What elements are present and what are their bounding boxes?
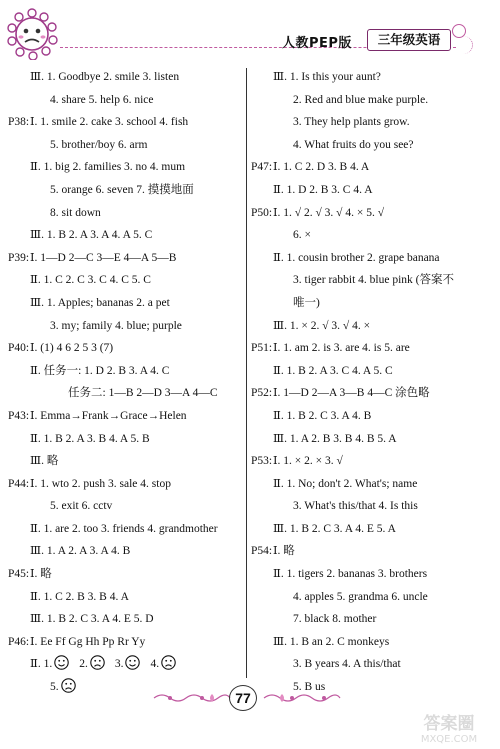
answer-text [293, 134, 414, 157]
answer-text-content: 4. share 5. help 6. nice [50, 93, 154, 106]
answer-text-content: Ⅲ. 1. B 2. C 3. A 4. E 5. A [273, 522, 396, 535]
answer-line [8, 247, 243, 270]
answer-line [8, 450, 243, 473]
answer-text-content: Ⅰ. 1—D 2—C 3—E 4—A 5—B [30, 251, 177, 264]
answer-text [30, 360, 169, 383]
answer-text-content: 任务二: 1—B 2—D 3—A 4—C [68, 387, 218, 400]
answer-line [8, 111, 243, 134]
answer-line [251, 156, 496, 179]
answer-text-content: Ⅱ. 1. B 2. A 3. B 4. A 5. B [30, 432, 150, 445]
answer-line [8, 337, 243, 360]
answer-text-content: Ⅲ. 1. B an 2. C monkeys [273, 635, 390, 648]
answer-text-content: 6. × [293, 229, 311, 242]
answer-text-content: Ⅲ. 1. A 2. A 3. A 4. B [30, 545, 131, 558]
answer-text [273, 179, 373, 202]
face-item-label: 4. [150, 658, 160, 671]
answer-text-content: 3. tiger rabbit 4. blue pink (答案不 [293, 274, 454, 287]
answer-text-content: Ⅰ. 1. √ 2. √ 3. √ 4. × 5. √ [273, 206, 385, 219]
page-reference: P40: [8, 342, 30, 355]
answer-text-content: Ⅱ. 1. No; don't 2. What's; name [273, 477, 418, 490]
answer-text [30, 631, 145, 654]
answer-line [251, 586, 496, 609]
answer-text [273, 540, 295, 563]
answer-line [8, 360, 243, 383]
answer-line [251, 405, 496, 428]
answer-line [8, 292, 243, 315]
sad-face-icon [161, 655, 176, 670]
answer-text-content: Ⅱ. 1. cousin brother 2. grape banana [273, 251, 440, 264]
answer-line [251, 428, 496, 451]
page-reference: P50: [251, 206, 273, 219]
answer-text-content: Ⅲ. 1. Apples; bananas 2. a pet [30, 296, 170, 309]
answer-text-content: 5. [50, 681, 59, 694]
answer-text [30, 337, 113, 360]
answer-text [30, 292, 170, 315]
answer-text [293, 89, 428, 112]
face-item-label: 3. [114, 658, 124, 671]
answer-text-content: Ⅰ. 1. × 2. × 3. √ [273, 455, 343, 468]
answer-text [50, 202, 101, 225]
smiley-face-icon [54, 655, 69, 670]
answer-text [273, 518, 396, 541]
answer-text [30, 428, 150, 451]
answer-line [8, 134, 243, 157]
watermark-logo [405, 711, 493, 745]
answer-line [251, 89, 496, 112]
answer-text [273, 337, 410, 360]
answer-line [251, 495, 496, 518]
answer-text [273, 360, 393, 383]
answer-text-content: 3. my; family 4. blue; purple [50, 319, 182, 332]
answer-text-content: 3. They help plants grow. [293, 116, 410, 129]
answer-text [273, 631, 389, 654]
page-reference: P54: [251, 545, 273, 558]
answer-text [293, 269, 454, 292]
answer-text [50, 89, 153, 112]
answer-line [8, 540, 243, 563]
answer-line [8, 269, 243, 292]
answer-line [251, 518, 496, 541]
answer-text-content: Ⅰ. 1—D 2—A 3—B 4—C 涂色略 [273, 387, 430, 400]
sun-mascot-icon [6, 8, 58, 60]
page-reference: P38: [8, 116, 30, 129]
answer-line [8, 428, 243, 451]
answer-line [8, 586, 243, 609]
smiley-face-icon [125, 655, 140, 670]
watermark-title: 答案圈 [423, 714, 475, 734]
answer-text [30, 156, 185, 179]
answer-text-content: Ⅰ. 1. am 2. is 3. are 4. is 5. are [273, 342, 410, 355]
sad-face-icon [90, 655, 105, 670]
answer-line [251, 111, 496, 134]
answer-text-content: Ⅰ. (1) 4 6 2 5 3 (7) [30, 342, 114, 355]
answer-line [251, 608, 496, 631]
answer-text-content: 5. brother/boy 6. arm [50, 138, 148, 151]
answer-line [251, 292, 496, 315]
answer-text [273, 315, 370, 338]
answer-text-content: 5. exit 6. cctv [50, 500, 113, 513]
answer-line [8, 405, 243, 428]
face-item-label: Ⅱ. 1. [30, 658, 53, 671]
answer-line [8, 89, 243, 112]
answer-text [273, 473, 417, 496]
face-item-label: 2. [79, 658, 88, 671]
answer-text-content: Ⅰ. 略 [273, 545, 295, 558]
answer-text-content: Ⅰ. Ee Ff Gg Hh Pp Rr Yy [30, 635, 146, 648]
answer-text-content: Ⅱ. 1. are 2. too 3. friends 4. grandmother [30, 522, 218, 535]
answer-text-content: 3. B years 4. A this/that [293, 658, 401, 671]
answer-text [293, 224, 311, 247]
page-reference: P46: [8, 635, 30, 648]
answer-line [8, 202, 243, 225]
answer-text-content: 8. sit down [50, 206, 101, 219]
page-reference: P45: [8, 568, 30, 581]
answer-text [293, 111, 410, 134]
answer-text-content: Ⅰ. 1. wto 2. push 3. sale 4. stop [30, 477, 171, 490]
page-reference: P44: [8, 477, 30, 490]
answer-line [8, 315, 243, 338]
answer-text-content: Ⅲ. 1. Goodbye 2. smile 3. listen [30, 71, 180, 83]
answer-line [8, 179, 243, 202]
answer-line [251, 269, 496, 292]
answer-text [293, 495, 418, 518]
answer-line [251, 450, 496, 473]
answer-text [273, 66, 381, 89]
answer-text-content: Ⅱ. 任务一: 1. D 2. B 3. A 4. C [30, 364, 170, 377]
answer-text-content: Ⅲ. 1. × 2. √ 3. √ 4. × [273, 319, 371, 332]
answer-text-content: 7. black 8. mother [293, 613, 377, 626]
answer-line [251, 473, 496, 496]
answer-text [293, 586, 428, 609]
page-header [0, 0, 500, 62]
answer-line [251, 382, 496, 405]
answer-line [8, 518, 243, 541]
answer-text [30, 405, 187, 428]
answer-line [251, 563, 496, 586]
answer-text [50, 134, 147, 157]
answer-text-content: Ⅱ. 1. B 2. A 3. C 4. A 5. C [273, 364, 393, 377]
answer-line [251, 315, 496, 338]
grade-subject-badge: 三年级英语 [367, 29, 451, 51]
answer-text [273, 202, 384, 225]
answer-column-right [251, 66, 496, 699]
answer-text-content: Ⅱ. 1. B 2. C 3. A 4. B [273, 409, 372, 422]
answer-text [293, 653, 401, 676]
answer-line [8, 473, 243, 496]
answer-text [273, 563, 427, 586]
answer-line [251, 631, 496, 654]
answer-line [251, 202, 496, 225]
answer-text-content: Ⅱ. 1. D 2. B 3. C 4. A [273, 183, 373, 196]
column-divider [246, 68, 247, 678]
answer-line [251, 247, 496, 270]
answer-text-content: Ⅰ. 略 [30, 568, 52, 581]
answer-text-content: Ⅲ. 略 [30, 455, 59, 468]
header-decoration-arc-icon [454, 36, 473, 54]
answer-text [30, 269, 151, 292]
answer-text [30, 473, 171, 496]
answer-text [30, 224, 152, 247]
answer-line [8, 156, 243, 179]
answer-text-content: Ⅲ. 1. B 2. C 3. A 4. E 5. D [30, 613, 154, 626]
answer-line [251, 540, 496, 563]
answer-text [273, 382, 430, 405]
answer-text-content: Ⅱ. 1. big 2. families 3. no 4. mum [30, 161, 186, 174]
page-reference: P47: [251, 161, 273, 174]
watermark-url: MXQE.COM [420, 734, 478, 745]
edition-label: 人教PEP版 [282, 36, 352, 51]
answer-text [273, 156, 369, 179]
answer-text [30, 66, 179, 89]
answer-text [293, 608, 376, 631]
answer-text-content: Ⅲ. 1. A 2. B 3. B 4. B 5. A [273, 432, 397, 445]
answer-line [8, 382, 243, 405]
page-reference: P51: [251, 342, 273, 355]
answer-text-content: Ⅰ. Emma→Frank→Grace→Helen [30, 409, 187, 422]
answer-text [293, 292, 320, 315]
answer-text [50, 315, 182, 338]
footer-floral-right-icon [262, 690, 342, 706]
answer-text-content: 4. apples 5. grandma 6. uncle [293, 590, 428, 603]
page-reference: P43: [8, 409, 30, 422]
answer-line [8, 66, 243, 89]
answer-text [30, 450, 58, 473]
page-reference: P53: [251, 455, 273, 468]
answer-line [8, 563, 243, 586]
answer-text [30, 518, 218, 541]
answer-text [30, 608, 154, 631]
answer-text [68, 382, 218, 405]
answer-text [30, 540, 130, 563]
answer-line [251, 66, 496, 89]
answer-text-content: Ⅱ. 1. C 2. B 3. B 4. A [30, 590, 129, 603]
answer-text [273, 428, 397, 451]
page-reference: P39: [8, 251, 30, 264]
answer-line [8, 608, 243, 631]
answer-text [30, 653, 176, 676]
answer-line [251, 337, 496, 360]
answer-line [251, 224, 496, 247]
answer-line [8, 653, 243, 676]
answer-text [30, 247, 176, 270]
answer-column-left [8, 66, 243, 699]
answer-text [30, 586, 129, 609]
answer-text-content: 3. What's this/that 4. Is this [293, 500, 418, 513]
answer-line [251, 360, 496, 383]
answer-text [50, 495, 112, 518]
answer-text [50, 179, 194, 202]
answer-text [273, 247, 440, 270]
answer-text-content: Ⅱ. 1. tigers 2. bananas 3. brothers [273, 568, 428, 581]
answer-text [30, 111, 188, 134]
answer-line [251, 134, 496, 157]
answer-text-content: 5. B us [293, 681, 326, 694]
answer-text-content: Ⅲ. 1. Is this your aunt? [273, 71, 381, 83]
answer-text-content: Ⅰ. 1. smile 2. cake 3. school 4. fish [30, 116, 189, 129]
answer-text [273, 450, 343, 473]
answer-text-content: Ⅰ. 1. C 2. D 3. B 4. A [273, 161, 370, 174]
page-number: 77 [229, 685, 257, 711]
footer-floral-left-icon [152, 690, 232, 706]
answer-text-content: 2. Red and blue make purple. [293, 93, 429, 106]
answer-text [273, 405, 371, 428]
answer-text-content: 4. What fruits do you see? [293, 138, 414, 151]
answer-line [8, 631, 243, 654]
answer-line [8, 495, 243, 518]
answer-text-content: Ⅱ. 1. C 2. C 3. C 4. C 5. C [30, 274, 151, 287]
answer-line [8, 224, 243, 247]
answer-text-content: 唯一) [293, 296, 320, 309]
answer-line [251, 653, 496, 676]
page-reference: P52: [251, 387, 273, 400]
answer-text-content: Ⅲ. 1. B 2. A 3. A 4. A 5. C [30, 229, 153, 242]
answer-text-content: 5. orange 6. seven 7. 摸摸地面 [50, 183, 194, 196]
answer-text [30, 563, 52, 586]
page-footer [0, 684, 500, 714]
answer-line [251, 179, 496, 202]
